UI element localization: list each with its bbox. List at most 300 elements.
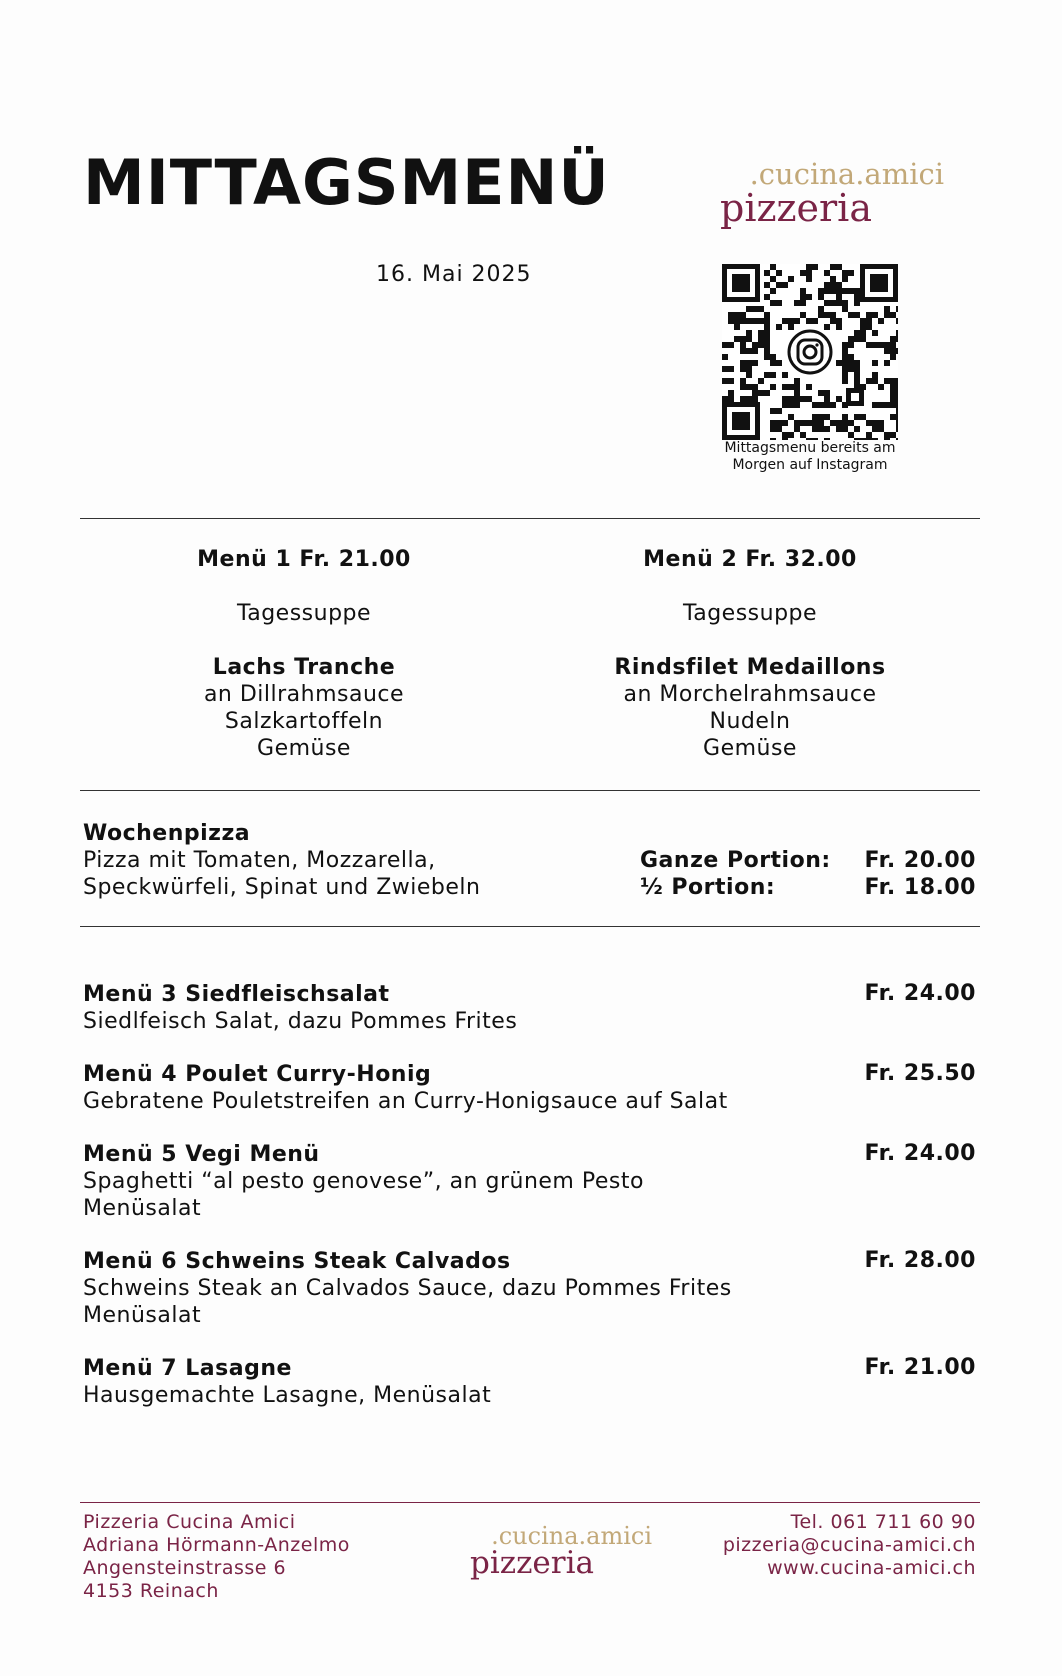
qr-module [740,312,746,318]
qr-module [896,330,898,336]
qr-caption: Mittagsmenu bereits am Morgen auf Instagram [724,440,896,473]
qr-module [848,336,854,342]
divider [80,518,980,519]
qr-module [854,336,860,342]
qr-module [800,294,806,300]
qr-module [824,312,830,318]
qr-module [788,402,794,408]
qr-module [782,432,788,438]
qr-module [836,324,842,330]
qr-module [854,294,860,300]
qr-module [788,324,794,330]
qr-module [872,342,878,348]
qr-module [770,426,776,432]
footer-contact [723,1511,976,1580]
qr-module [746,306,752,312]
qr-module [842,366,848,372]
pizza-section [83,820,480,901]
qr-module [884,360,890,366]
qr-module [848,432,854,438]
qr-module [776,282,782,288]
qr-module [776,270,782,276]
menu-item [83,1061,728,1115]
logo-line-1: .cucina.amici [749,157,944,191]
menu-1-card [84,546,524,762]
qr-module [722,342,728,348]
qr-module [752,348,758,354]
qr-module [746,318,752,324]
menu-1-heading: Menü 1 Fr. 21.00 [197,547,411,572]
qr-module [842,360,848,366]
qr-module [824,288,830,294]
qr-module [872,402,878,408]
qr-module [884,378,890,384]
qr-module [740,366,746,372]
qr-module [872,426,878,432]
qr-module [806,318,812,324]
qr-module [842,420,848,426]
qr-module [800,396,806,402]
menu-item-title: Menü 6 Schweins Steak Calvados [83,1249,511,1274]
qr-module [890,414,896,420]
qr-module [812,318,818,324]
qr-module [758,306,764,312]
qr-module [830,276,836,282]
qr-module [776,360,782,366]
menu-item [83,981,517,1035]
qr-module [782,402,788,408]
qr-module [752,390,758,396]
qr-module [854,288,860,294]
footer-business-name: Pizzeria Cucina Amici [83,1511,296,1533]
qr-module [854,300,860,306]
qr-module [800,312,806,318]
qr-module [860,414,866,420]
menu-item-price: Fr. 24.00 [864,1141,976,1166]
qr-module [842,270,848,276]
qr-module [728,378,734,384]
qr-module [794,426,800,432]
qr-module [728,342,734,348]
qr-module [794,402,800,408]
full-portion-label: Ganze Portion: [640,848,831,873]
footer-logo [470,1524,652,1579]
menu-item-price: Fr. 21.00 [864,1355,976,1380]
half-portion-label: ½ Portion: [640,875,776,900]
qr-module [896,348,898,354]
qr-module [758,390,764,396]
qr-module [764,324,770,330]
qr-module [878,384,884,390]
footer-owner: Adriana Hörmann-Anzelmo [83,1534,350,1556]
qr-module [764,270,770,276]
qr-module [764,390,770,396]
page-title: MITTAGSMENÜ [83,146,610,219]
qr-module [842,402,848,408]
qr-module [824,282,830,288]
qr-module [746,366,752,372]
qr-module [830,264,836,270]
menu-item-price: Fr. 28.00 [864,1248,976,1273]
qr-module [866,312,872,318]
qr-module [884,432,890,438]
qr-module [782,420,788,426]
qr-module [770,408,776,414]
qr-module [824,402,830,408]
qr-module [830,288,836,294]
menu-item-desc: Siedlfeisch Salat, dazu Pommes Frites [83,1009,518,1034]
qr-module [818,306,824,312]
qr-module [890,336,896,342]
qr-module [842,414,848,420]
qr-module [794,390,800,396]
qr-module [746,330,752,336]
qr-module [854,330,860,336]
qr-module [836,282,842,288]
logo-line-1: .cucina.amici [491,1522,652,1550]
qr-module [722,378,728,384]
qr-module [878,318,884,324]
qr-module [734,318,740,324]
qr-module [896,414,898,420]
qr-module [734,312,740,318]
qr-module [752,306,758,312]
qr-module [812,426,818,432]
qr-module [794,396,800,402]
qr-module [824,270,830,276]
menu-1-soup: Tagessuppe [236,601,372,626]
qr-module [896,420,898,426]
qr-module [848,270,854,276]
qr-module [722,366,728,372]
qr-module [770,420,776,426]
qr-module [788,396,794,402]
qr-module [854,372,860,378]
qr-module [836,420,842,426]
menu-2-card [530,546,970,762]
menu-item-title: Menü 5 Vegi Menü [83,1142,320,1167]
qr-module [782,384,788,390]
qr-module [776,324,782,330]
logo-line-2: pizzeria [470,1545,594,1581]
qr-module [752,396,758,402]
half-portion-price: Fr. 18.00 [864,875,976,900]
qr-module [896,336,898,342]
qr-module [842,426,848,432]
qr-module [884,306,890,312]
qr-module [806,420,812,426]
qr-module [878,402,884,408]
qr-module [776,426,782,432]
qr-module [836,318,842,324]
qr-module [848,366,854,372]
qr-module [872,312,878,318]
menu-2-dish: Rindsfilet Medaillons [614,655,886,680]
qr-module [758,336,764,342]
menu-item-price: Fr. 25.50 [864,1061,976,1086]
qr-module [740,348,746,354]
qr-module [836,264,842,270]
qr-module [788,432,794,438]
menu-item [83,1248,732,1329]
footer-city: 4153 Reinach [83,1580,219,1602]
qr-module [722,354,728,360]
qr-module [746,372,752,378]
qr-module [878,420,884,426]
qr-module [782,396,788,402]
divider [80,926,980,927]
qr-module [752,318,758,324]
menu-item-title: Menü 7 Lasagne [83,1356,292,1381]
qr-module [830,282,836,288]
qr-module [830,300,836,306]
qr-module [794,420,800,426]
qr-module [812,420,818,426]
qr-module [872,420,878,426]
qr-module [818,426,824,432]
qr-module [752,360,758,366]
menu-2-heading: Menü 2 Fr. 32.00 [643,547,857,572]
qr-module [842,378,848,384]
qr-module [776,408,782,414]
menu-item-title: Menü 4 Poulet Curry-Honig [83,1062,432,1087]
qr-module [758,330,764,336]
qr-module [764,312,770,318]
qr-module [740,396,746,402]
qr-module [770,372,776,378]
qr-module [842,348,848,354]
pizza-prices [865,847,976,901]
qr-module [770,276,776,282]
pizza-title: Wochenpizza [83,821,251,846]
qr-module [806,264,812,270]
qr-module [824,324,830,330]
qr-module [746,348,752,354]
qr-module [764,282,770,288]
qr-module [764,294,770,300]
qr-module [890,342,896,348]
footer-phone[interactable]: Tel. 061 711 60 90 [790,1511,976,1533]
qr-module [836,396,842,402]
qr-module [788,276,794,282]
qr-module [818,294,824,300]
qr-module [830,318,836,324]
qr-module [824,414,830,420]
qr-module [722,396,728,402]
qr-module [890,396,896,402]
qr-module [794,300,800,306]
qr-module [782,282,788,288]
menu-item [83,1141,644,1222]
qr-module [758,318,764,324]
qr-module [848,354,854,360]
qr-module [746,396,752,402]
qr-module [890,390,896,396]
qr-module [896,384,898,390]
qr-module [842,300,848,306]
qr-module [740,378,746,384]
qr-module [746,384,752,390]
qr-module [890,348,896,354]
qr-module [800,270,806,276]
full-portion-price: Fr. 20.00 [864,848,976,873]
qr-module [866,432,872,438]
divider [80,790,980,791]
qr-module [740,336,746,342]
qr-module [896,318,898,324]
qr-module [854,414,860,420]
qr-module [752,342,758,348]
qr-module [866,342,872,348]
qr-module [806,276,812,282]
qr-module [854,360,860,366]
qr-module [788,384,794,390]
footer-address [83,1511,350,1603]
menu-item-desc: Hausgemachte Lasagne, Menüsalat [83,1383,492,1408]
qr-module [758,378,764,384]
qr-module [848,288,854,294]
qr-module [854,366,860,372]
menu-1-dish: Lachs Tranche [212,655,396,680]
qr-module [860,330,866,336]
qr-module [764,354,770,360]
footer-divider [80,1502,980,1503]
qr-module [818,402,824,408]
qr-module [890,384,896,390]
qr-module [770,384,776,390]
qr-module [848,360,854,366]
qr-module [794,378,800,384]
qr-module [860,336,866,342]
qr-module [830,312,836,318]
footer-email-link[interactable]: pizzeria@cucina-amici.ch [722,1534,976,1556]
instagram-qr-code[interactable] [722,264,898,440]
qr-module [830,402,836,408]
qr-module [896,390,898,396]
menu-1-line: Salzkartoffeln [224,709,384,734]
qr-module [824,426,830,432]
qr-module [764,348,770,354]
qr-module [770,264,776,270]
qr-module [848,312,854,318]
menu-2-line: Gemüse [703,736,797,761]
qr-module [848,420,854,426]
qr-module [764,342,770,348]
qr-module [740,384,746,390]
menu-item-desc: Gebratene Pouletstreifen an Curry-Honigsauce auf Salat [83,1089,728,1114]
qr-module [848,342,854,348]
menu-item-desc: Schweins Steak an Calvados Sauce, dazu Pommes Frites [83,1276,732,1301]
qr-module [896,396,898,402]
qr-module [806,294,812,300]
qr-module [842,306,848,312]
qr-module [740,318,746,324]
qr-module [800,300,806,306]
qr-module [836,288,842,294]
qr-module [896,402,898,408]
qr-module [770,354,776,360]
qr-module [728,312,734,318]
pizzeria-logo [720,157,944,230]
qr-module [788,318,794,324]
pizza-portion-labels [640,847,831,901]
qr-module [890,432,896,438]
qr-module [776,300,782,306]
qr-module [800,420,806,426]
qr-module [752,384,758,390]
qr-module [806,396,812,402]
qr-module [806,270,812,276]
qr-module [836,360,842,366]
qr-module [896,378,898,384]
qr-module [806,384,812,390]
logo-line-2: pizzeria [720,186,872,230]
menu-1-line: Gemüse [257,736,351,761]
qr-module [728,318,734,324]
qr-module [800,288,806,294]
qr-module [764,336,770,342]
qr-module [746,336,752,342]
qr-module [764,318,770,324]
qr-module [758,342,764,348]
qr-module [812,264,818,270]
qr-module [872,378,878,384]
pizza-desc: Pizza mit Tomaten, Mozzarella, [83,848,436,873]
qr-module [878,342,884,348]
menu-item-price: Fr. 24.00 [864,981,976,1006]
qr-module [764,330,770,336]
qr-module [872,330,878,336]
qr-module [728,396,734,402]
footer-website-link[interactable]: www.cucina-amici.ch [767,1557,976,1579]
qr-module [782,318,788,324]
qr-module [890,402,896,408]
qr-module [842,354,848,360]
qr-module [890,378,896,384]
menu-date: 16. Mai 2025 [376,262,532,287]
qr-module [854,378,860,384]
qr-module [890,354,896,360]
qr-module [854,426,860,432]
qr-module [836,300,842,306]
qr-module [896,408,898,414]
qr-module [854,312,860,318]
qr-module [896,426,898,432]
menu-item [83,1355,491,1409]
qr-module [728,390,734,396]
qr-module [842,342,848,348]
footer-street: Angensteinstrasse 6 [83,1557,287,1579]
qr-module [788,414,794,420]
qr-module [770,360,776,366]
menu-item-desc: Spaghetti “al pesto genovese”, an grünem Pesto [83,1169,644,1194]
qr-module [812,414,818,420]
qr-module [794,384,800,390]
qr-module [818,420,824,426]
qr-module [860,384,866,390]
qr-module [878,426,884,432]
qr-module [740,342,746,348]
qr-module [884,402,890,408]
qr-module [776,420,782,426]
qr-module [740,360,746,366]
qr-module [824,390,830,396]
qr-module [866,318,872,324]
qr-module [800,432,806,438]
qr-module [728,366,734,372]
qr-module [842,288,848,294]
qr-module [818,414,824,420]
